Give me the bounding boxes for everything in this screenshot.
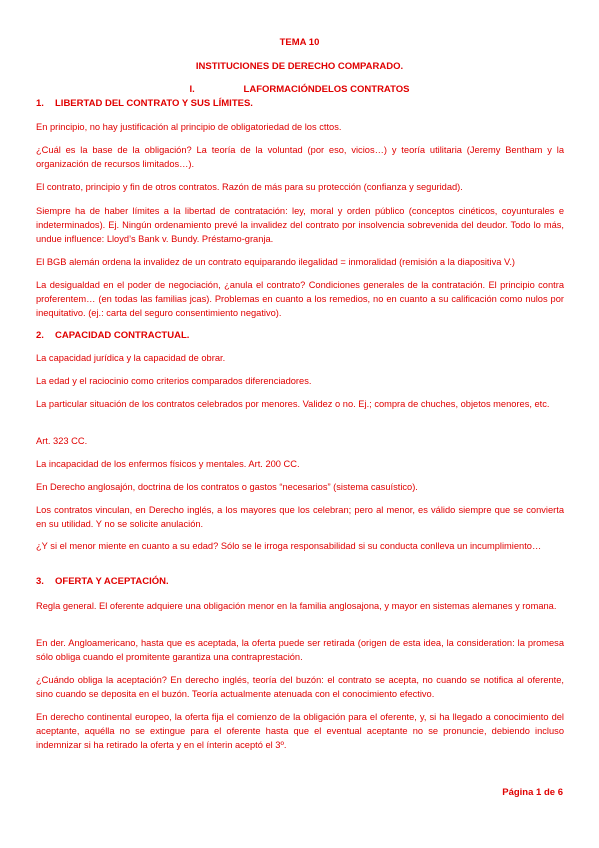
page-footer [502, 787, 563, 798]
paragraph: El contrato, principio y fin de otros contratos. Razón de más para su protección (confianza y seguridad). [36, 182, 463, 192]
paragraph: Los contratos vinculan, en Derecho inglés, a los mayores que los celebran; pero al menor, es válido siempre que se convierta en su utilidad. Y no se solicite anulación. [36, 505, 564, 529]
paragraph: La particular situación de los contratos celebrados por menores. Validez o no. Ej.; compra de chuches, objetos menores, etc. [36, 399, 550, 409]
section-title: OFERTA Y ACEPTACIÓN. [55, 576, 169, 587]
section-number: 1. [36, 98, 44, 109]
paragraph: La edad y el raciocinio como criterios comparados diferenciadores. [36, 376, 312, 386]
section-title: LIBERTAD DEL CONTRATO Y SUS LÍMITES. [55, 98, 253, 109]
section-title: CAPACIDAD CONTRACTUAL. [55, 330, 190, 341]
page-label: Página [502, 787, 537, 798]
paragraph: Regla general. El oferente adquiere una obligación menor en la familia anglosajona, y mayor en sistemas alemanes y romana. [36, 601, 557, 611]
section-number: 2. [36, 330, 44, 341]
paragraph: La desigualdad en el poder de negociación, ¿anula el contrato? Condiciones generales de la contratación. El principio contra proferentem… (en todas las familias jcas). Problemas en cuanto a los remedios, no en cuanto a su calificación como nulos por inequitativo. (ej.: carta del seguro consentimiento negativo). [36, 280, 564, 318]
section-heading-3 [36, 576, 169, 587]
paragraph: ¿Cuándo obliga la aceptación? En derecho inglés, teoría del buzón: el contrato se acepta, no cuando se notifica al oferente, sino cuando se deposita en el buzón. Teoría actualmente atenuada con el conocimiento efectivo. [36, 675, 564, 699]
paragraph: El BGB alemán ordena la invalidez de un contrato equiparando ilegalidad = inmoralidad (remisión a la diapositiva V.) [36, 257, 515, 267]
page-separator: de [541, 787, 558, 798]
section-number: 3. [36, 576, 44, 587]
paragraph: En derecho continental europeo, la oferta fija el comienzo de la obligación para el oferente, y, si ha llegado a conocimiento del aceptante, aquélla no se extingue para el oferente hasta que el eventual aceptante no se pronuncie, debiendo incluso indemnizar si ha retirado la oferta y en el ínterin aceptó el 3º. [36, 712, 564, 750]
total-pages: 6 [557, 787, 563, 798]
section-heading-1 [36, 98, 253, 109]
document-title: TEMA 10 [279, 37, 320, 48]
part-heading [0, 84, 599, 95]
paragraph: Siempre ha de haber límites a la libertad de contratación: ley, moral y orden público (conceptos cinéticos, coyunturales e indeterminados). Ej. Ningún ordenamiento prevé la invalidez del contrato por insolvencia sobrevenida del deudor. Todo lo más, undue influence: Lloyd’s Bank v. Bundy. Préstamo-granja. [36, 206, 564, 244]
current-page: 1 [536, 787, 542, 798]
part-number: I. [189, 84, 195, 95]
paragraph: En principio, no hay justificación al principio de obligatoriedad de los cttos. [36, 122, 342, 132]
paragraph: La capacidad jurídica y la capacidad de obrar. [36, 353, 226, 363]
paragraph: La incapacidad de los enfermos físicos y mentales. Art. 200 CC. [36, 459, 300, 469]
paragraph: Art. 323 CC. [36, 436, 88, 446]
section-heading-2 [36, 330, 189, 341]
document-subtitle: INSTITUCIONES DE DERECHO COMPARADO. [195, 61, 404, 72]
paragraph: En der. Angloamericano, hasta que es aceptada, la oferta puede ser retirada (origen de esta idea, la consideration: la promesa sólo obliga cuando el promitente garantiza una contraprestación. [36, 638, 564, 662]
paragraph: ¿Cuál es la base de la obligación? La teoría de la voluntad (por eso, vicios…) y teoría utilitaria (Jeremy Bentham y la organización de recursos limitados…). [36, 145, 564, 169]
paragraph: ¿Y si el menor miente en cuanto a su edad? Sólo se le irroga responsabilidad si su conducta conlleva un incumplimiento… [36, 541, 542, 551]
part-title: LAFORMACIÓNDELOS CONTRATOS [243, 84, 410, 95]
paragraph: En Derecho anglosajón, doctrina de los contratos o gastos “necesarios” (sistema casuístico). [36, 482, 418, 492]
